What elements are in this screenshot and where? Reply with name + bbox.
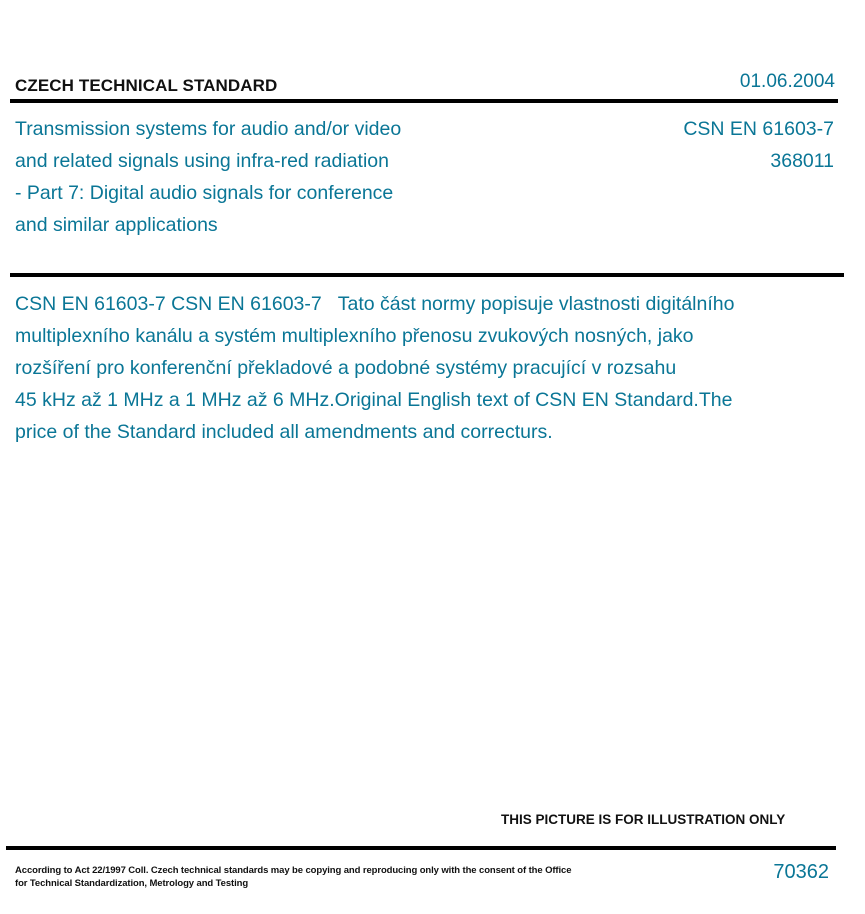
standard-codes (683, 113, 834, 177)
title-line: - Part 7: Digital audio signals for conference (15, 182, 394, 204)
title-divider (10, 273, 844, 277)
header-divider (10, 99, 838, 103)
title-line: Transmission systems for audio and/or video (15, 118, 402, 140)
description-codes: CSN EN 61603-7 CSN EN 61603-7 (15, 293, 322, 315)
legal-line: According to Act 22/1997 Coll. Czech technical standards may be copying and reproducing only with the consent of the Office (15, 865, 572, 876)
standard-code: CSN EN 61603-7 (683, 118, 834, 140)
footer-divider (6, 846, 836, 850)
title-line: and related signals using infra-red radiation (15, 150, 389, 172)
legal-line: for Technical Standardization, Metrology and Testing (15, 878, 249, 889)
description-line (15, 288, 845, 320)
document-type-label: CZECH TECHNICAL STANDARD (15, 76, 278, 95)
description-text: Tato část normy popisuje vlastnosti digitálního (337, 293, 735, 315)
description-line: 45 kHz až 1 MHz a 1 MHz až 6 MHz.Original English text of CSN EN Standard.The (15, 389, 733, 411)
description-line: multiplexního kanálu a systém multiplexního přenosu zvukových nosných, jako (15, 325, 694, 347)
standard-description (15, 288, 845, 448)
publication-date: 01.06.2004 (739, 71, 835, 92)
title-line: and similar applications (15, 214, 218, 236)
standard-title (15, 113, 485, 241)
description-line: price of the Standard included all amendments and correcturs. (15, 421, 553, 443)
illustration-note: THIS PICTURE IS FOR ILLUSTRATION ONLY (501, 812, 786, 827)
catalog-number: 70362 (773, 861, 829, 883)
legal-notice (15, 864, 571, 890)
description-line: rozšíření pro konferenční překladové a podobné systémy pracující v rozsahu (15, 357, 677, 379)
class-number: 368011 (770, 150, 834, 172)
